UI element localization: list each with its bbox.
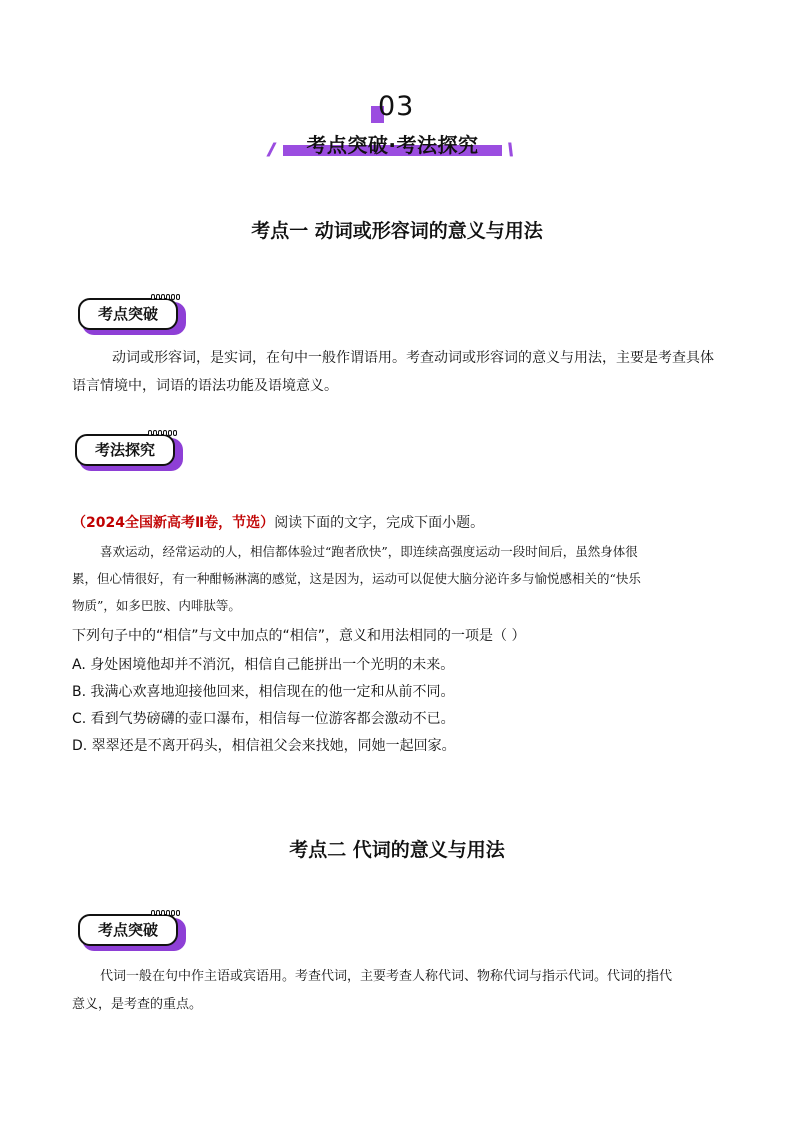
left-slash-decoration: // [268,140,271,160]
option-a: A. 身处困境他却并不消沉，相信自己能拼出一个光明的未来。 [72,657,455,673]
question-source: （2024全国新高考Ⅱ卷，节选） [72,515,275,531]
chapter-title: 考点突破·考法探究 [306,133,479,157]
passage-line-1: 喜欢运动，经常运动的人，相信都体验过“跑者欣快”，即连续高强度运动一段时间后，虽然身体很 [100,544,638,559]
badge-kaodian-tupo [78,298,182,334]
badge-kaodian-tupo-2 [78,914,182,950]
passage-line-2: 累，但心情很好，有一种酣畅淋漓的感觉，这是因为，运动可以促使大脑分泌许多与愉悦感相关的“快乐 [72,571,641,586]
badge-label: 考点突破 [97,921,158,939]
passage-line-3: 物质”，如多巴胺、内啡肽等。 [72,598,241,613]
intro-line-2: 语言情境中，词语的语法功能及语境意义。 [72,378,338,394]
right-slash-decoration: \\ [507,140,510,160]
section2-intro-line-2: 意义，是考查的重点。 [72,997,203,1012]
question-instruction: 阅读下面的文字，完成下面小题。 [274,515,485,531]
section1-title: 考点一 动词或形容词的意义与用法 [251,220,543,242]
section2-title: 考点二 代词的意义与用法 [289,839,505,861]
chapter-number: 03 [378,91,415,122]
question-source-line [72,512,484,532]
section2-intro-line-1: 代词一般在句中作主语或宾语用。考查代词，主要考查人称代词、物称代词与指示代词。代词的指代 [100,969,673,984]
badge-label: 考点突破 [97,305,158,323]
badge-label: 考法探究 [94,441,155,459]
option-b: B. 我满心欢喜地迎接他回来，相信现在的他一定和从前不同。 [72,684,455,700]
option-c: C. 看到气势磅礴的壶口瀑布，相信每一位游客都会激动不已。 [72,711,455,727]
question-stem: 下列句子中的“相信”与文中加点的“相信”，意义和用法相同的一项是（ ） [72,628,526,644]
badge-kaofa-tanjiu [75,434,179,470]
option-d: D. 翠翠还是不离开码头，相信祖父会来找她，同她一起回家。 [72,738,456,754]
intro-line-1: 动词或形容词，是实词，在句中一般作谓语用。考查动词或形容词的意义与用法，主要是考查具体 [112,350,714,366]
